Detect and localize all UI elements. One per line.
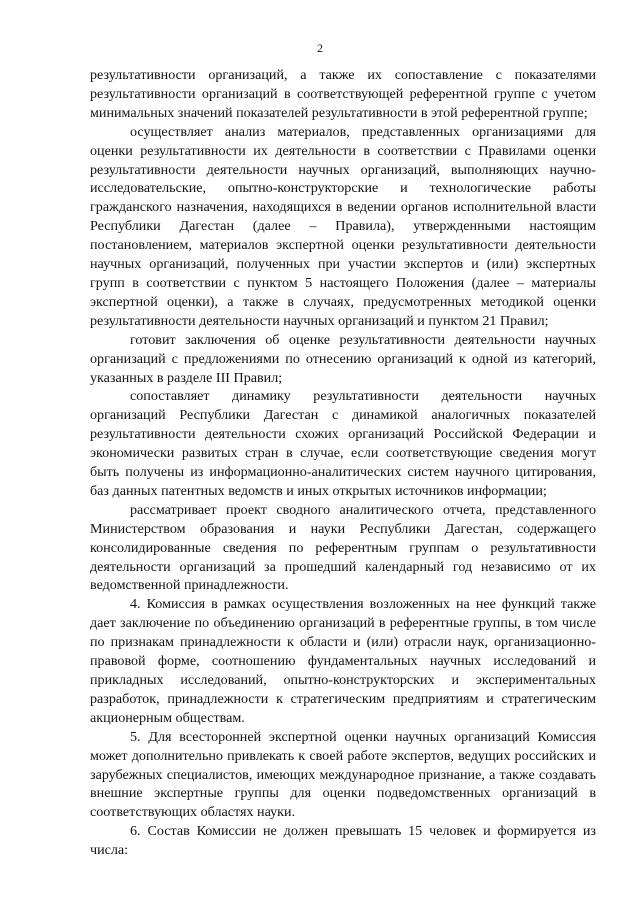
- page-number: 2: [317, 41, 323, 55]
- paragraph-6: 4. Комиссия в рамках осуществления возложенных на нее функций также дает заключение по объединению организаций в референтные группы, в том числе по признакам принадлежности к области и (или) отрасли наук, организационно-правовой форме, соотношению фундаментальных научных исследований и прикладных исследований, опытно-конструкторских и экспериментальных разработок, принадлежности к стратегическим предприятиям и стратегическим акционерным обществам.: [90, 596, 596, 726]
- paragraph-2: осуществляет анализ материалов, представленных организациями для оценки результативности их деятельности в соответствии с Правилами оценки результативности деятельности научных организаций, выполняющих научно-исследовательские, опытно-конструкторские и технологические работы гражданского назначения, находящихся в ведении органов исполнительной власти Республики Дагестан (далее – Правила), утвержденными настоящим постановлением, материалов экспертной оценки результативности деятельности научных организаций, полученных при участии экспертов и (или) экспертных групп в соответствии с пунктом 5 настоящего Положения (далее – материалы экспертной оценки), а также в случаях, предусмотренных методикой оценки результативности деятельности научных организаций и пунктом 21 Правил;: [90, 123, 596, 329]
- document-body: [90, 66, 596, 860]
- paragraph-3: готовит заключения об оценке результативности деятельности научных организаций с предложениями по отнесению организаций к одной из категорий, указанных в разделе III Правил;: [90, 331, 596, 386]
- paragraph-5: рассматривает проект сводного аналитического отчета, представленного Министерством образования и науки Республики Дагестан, содержащего консолидированные сведения по референтным группам о результативности деятельности организаций за прошедший календарный год независимо от их ведомственной принадлежности.: [90, 501, 596, 594]
- paragraph-4: сопоставляет динамику результативности деятельности научных организаций Республики Дагестан с динамикой аналогичных показателей результативности деятельности схожих организаций Российской Федерации и экономически развитых стран в случае, если соответствующие сведения могут быть получены из информационно-аналитических систем научного цитирования, баз данных патентных ведомств и иных открытых источников информации;: [90, 388, 596, 499]
- paragraph-7: 5. Для всесторонней экспертной оценки научных организаций Комиссия может дополнительно привлекать к своей работе экспертов, ведущих российских и зарубежных специалистов, имеющих международное признание, а также создавать внешние экспертные группы для оценки подведомственных организаций в соответствующих областях науки.: [90, 728, 596, 821]
- paragraph-1: результативности организаций, а также их сопоставление с показателями результативности организаций в соответствующей референтной группе с учетом минимальных значений показателей результативности в этой референтной группе;: [90, 67, 596, 121]
- paragraph-8: 6. Состав Комиссии не должен превышать 15 человек и формируется из числа:: [90, 823, 596, 859]
